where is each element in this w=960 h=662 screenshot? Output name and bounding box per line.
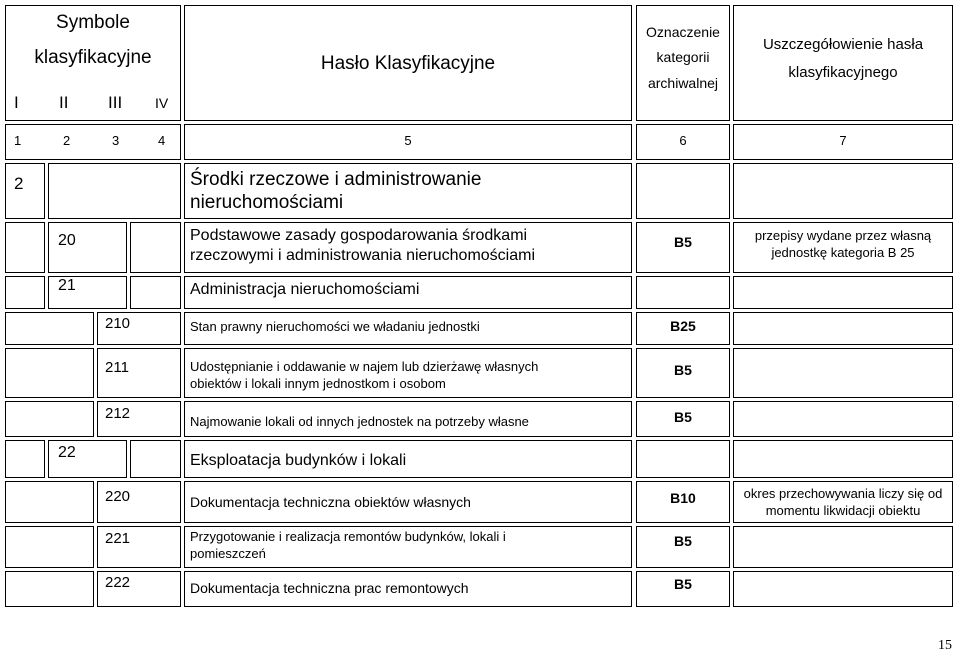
row-22-code: 22 — [58, 444, 76, 461]
row-21-title: Administracja nieruchomościami — [190, 281, 420, 298]
row-221-code: 221 — [105, 530, 131, 547]
row-221-title-line1: Przygotowanie i realizacja remontów budynków, lokali i — [190, 529, 506, 544]
column-number: 6 — [679, 133, 687, 148]
row-221-category: B5 — [674, 533, 692, 549]
row-2-code-cell — [5, 163, 45, 219]
row-22-cat-cell — [636, 440, 730, 478]
row-211-note-cell — [733, 348, 953, 398]
row-220-code: 220 — [105, 488, 131, 505]
row-2-title-line1: Środki rzeczowe i administrowanie — [190, 169, 482, 190]
row-212-note-cell — [733, 401, 953, 437]
row-210-category: B25 — [670, 318, 696, 334]
header-symbols-line1: Symbole — [56, 12, 130, 33]
row-2-title-line2: nieruchomościami — [190, 192, 344, 213]
row-210-title: Stan prawny nieruchomości we władaniu jednostki — [190, 319, 480, 334]
column-number: 1 — [14, 133, 22, 148]
row-220-title: Dokumentacja techniczna obiektów własnych — [190, 494, 471, 510]
row-210-left-spacer — [5, 312, 94, 345]
numbering-row-left — [5, 124, 181, 160]
row-20-code: 20 — [58, 232, 76, 249]
header-level-iii: III — [108, 93, 123, 112]
row-20-left-spacer — [5, 222, 45, 273]
header-level-iv: IV — [155, 95, 169, 111]
column-number: 7 — [839, 133, 847, 148]
row-21-right-spacer — [130, 276, 181, 309]
header-level-ii: II — [59, 93, 69, 112]
row-20-title-line2: rzeczowymi i administrowania nieruchomościami — [190, 247, 535, 264]
row-22-right-spacer — [130, 440, 181, 478]
row-22-note-cell — [733, 440, 953, 478]
header-oznaczenie-line2: kategorii — [656, 49, 710, 65]
row-21-note-cell — [733, 276, 953, 309]
row-2-code: 2 — [14, 174, 24, 193]
row-220-left-spacer — [5, 481, 94, 523]
row-211-category: B5 — [674, 362, 692, 378]
row-2-spacer-cell — [48, 163, 181, 219]
column-number: 3 — [112, 133, 120, 148]
row-221-left-spacer — [5, 526, 94, 568]
row-220-category: B10 — [670, 490, 696, 506]
row-2-cat-cell — [636, 163, 730, 219]
row-20-note-line1: przepisy wydane przez własną — [754, 228, 932, 243]
row-211-code: 211 — [105, 359, 129, 376]
row-21-cat-cell — [636, 276, 730, 309]
row-212-left-spacer — [5, 401, 94, 437]
header-symbols-line2: klasyfikacyjne — [34, 47, 152, 68]
column-number: 5 — [404, 133, 412, 148]
row-211-title-line2: obiektów i lokali innym jednostkom i osobom — [190, 376, 446, 391]
row-212-title: Najmowanie lokali od innych jednostek na potrzeby własne — [190, 414, 529, 429]
row-22-left-spacer — [5, 440, 45, 478]
row-212-category: B5 — [674, 409, 692, 425]
row-222-code: 222 — [105, 574, 131, 591]
header-oznaczenie-line3: archiwalnej — [647, 75, 719, 91]
row-21-code: 21 — [58, 277, 76, 294]
row-212-code: 212 — [105, 405, 131, 422]
header-uszczeg-line2: klasyfikacyjnego — [788, 64, 898, 81]
row-20-right-spacer — [130, 222, 181, 273]
row-220-note-line1: okres przechowywania liczy się od — [743, 486, 943, 501]
header-oznaczenie-line1: Oznaczenie — [646, 24, 720, 40]
page-number: 15 — [938, 638, 952, 653]
row-2-note-cell — [733, 163, 953, 219]
row-211-left-spacer — [5, 348, 94, 398]
row-221-title-line2: pomieszczeń — [190, 546, 266, 561]
header-level-i: I — [14, 93, 19, 112]
row-222-category: B5 — [674, 576, 692, 592]
row-20-note-line2: jednostkę kategoria B 25 — [771, 245, 915, 260]
row-20-title-line1: Podstawowe zasady gospodarowania środkami — [190, 227, 528, 244]
row-222-note-cell — [733, 571, 953, 607]
header-uszczeg-line1: Uszczegółowienie hasła — [762, 36, 924, 53]
row-210-note-cell — [733, 312, 953, 345]
row-211-title-line1: Udostępnianie i oddawanie w najem lub dzierżawę własnych — [190, 359, 539, 374]
row-20-category: B5 — [674, 234, 692, 250]
column-number: 4 — [158, 133, 166, 148]
column-number: 2 — [63, 133, 71, 148]
row-220-note-line2: momentu likwidacji obiektu — [765, 503, 921, 518]
row-210-code: 210 — [105, 315, 131, 332]
header-uszczeg-cell — [733, 5, 953, 121]
row-222-title: Dokumentacja techniczna prac remontowych — [190, 580, 469, 596]
row-222-left-spacer — [5, 571, 94, 607]
row-22-title: Eksploatacja budynków i lokali — [190, 452, 407, 469]
row-221-note-cell — [733, 526, 953, 568]
row-21-left-spacer — [5, 276, 45, 309]
header-haslo: Hasło Klasyfikacyjne — [320, 53, 496, 74]
